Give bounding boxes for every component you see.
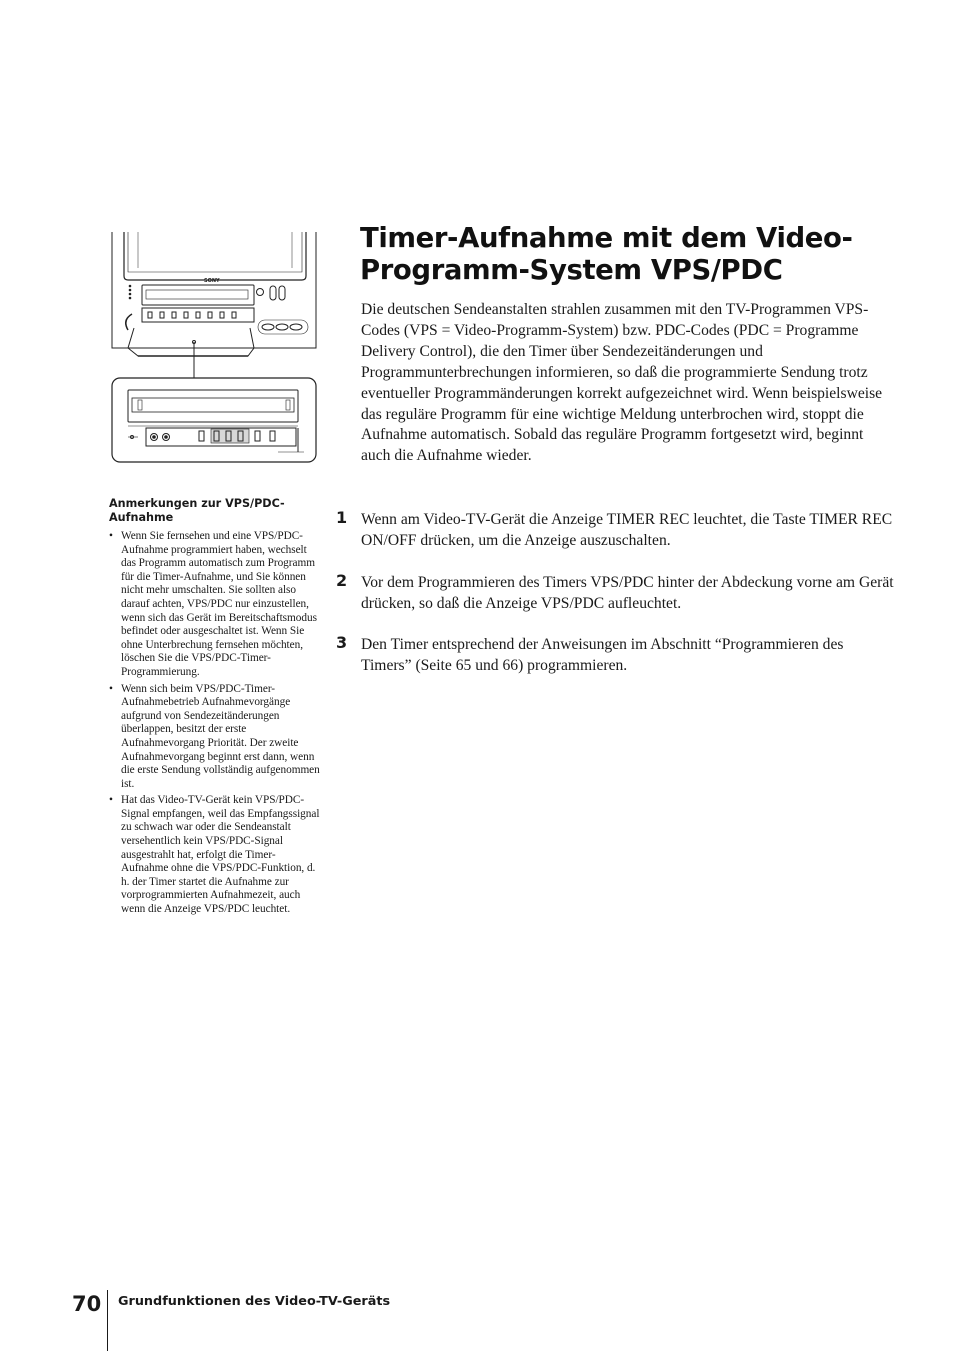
brand-logo: SONY — [204, 278, 220, 284]
page-number: 70 — [72, 1292, 102, 1316]
note-bullet: • — [109, 794, 113, 807]
section-title: Grundfunktionen des Video-TV-Geräts — [118, 1294, 391, 1309]
step-3 — [336, 635, 896, 677]
step-2 — [336, 573, 896, 615]
step-number: 1 — [336, 508, 348, 527]
note-bullet: • — [109, 682, 113, 695]
footer-divider — [107, 1290, 108, 1351]
note-text: Wenn Sie fernsehen und eine VPS/PDC-Aufnahme programmiert haben, wechselt das Programm automatisch zum Programm für die Timer-Aufnahme, und Sie können nicht mehr umschalten. Sie sollten also darauf achten, VPS/PDC nur einzustellen, wenn sich das Gerät im Bereitschaftsmodus befindet oder ausgeschaltet ist. Wenn Sie ohne Unterbrechung fernsehen möchten, löschen Sie die VPS/PDC-Timer-Programmierung. — [121, 530, 317, 678]
step-text: Den Timer entsprechend der Anweisungen im Abschnitt “Programmieren des Timers” (Seite 65 und 66) programmieren. — [361, 636, 844, 674]
notes-list — [109, 530, 321, 917]
note-text: Hat das Video-TV-Gerät kein VPS/PDC-Signal empfangen, weil das Empfangssignal zu schwach war oder die Sendeanstalt versehentlich kein VPS/PDC-Signal ausgestrahlt hat, erfolgt die Timer-Aufnahme ohne die VPS/PDC-Funktion, d. h. der Timer startet die Aufnahme zur vorprogrammierten Aufnahmezeit, auch wenn die Anzeige VPS/PDC leuchtet. — [121, 794, 320, 916]
note-item — [109, 794, 321, 916]
note-text: Wenn sich beim VPS/PDC-Timer-Aufnahmebetrieb Aufnahmevorgänge aufgrund von Sendezeitänderungen überlappen, besitzt der erste Aufnahmevorgang Priorität. Der zweite Aufnahmevorgang beginnt erst dann, wenn die erste Sendung vollständig aufgenommen ist. — [121, 682, 320, 790]
step-text: Vor dem Programmieren des Timers VPS/PDC hinter der Abdeckung vorne am Gerät drücken, so daß die Anzeige VPS/PDC aufleuchtet. — [361, 574, 894, 612]
note-item — [109, 530, 321, 680]
note-bullet: • — [109, 530, 113, 542]
step-text: Wenn am Video-TV-Gerät die Anzeige TIMER REC leuchtet, die Taste TIMER REC ON/OFF drücken, um die Anzeige auszuschalten. — [361, 511, 893, 549]
step-number: 2 — [336, 571, 348, 590]
notes-sidebar — [109, 497, 321, 920]
note-item — [109, 683, 321, 792]
device-illustration — [108, 230, 320, 466]
step-1 — [336, 510, 896, 552]
intro-paragraph: Die deutschen Sendeanstalten strahlen zusammen mit den TV-Programmen VPS-Codes (VPS = Video-Programm-System) bzw. PDC-Codes (PDC = Programme Delivery Control), die den Timer über Sendezeitänderungen und Programmunterbrechungen informieren, so daß die programmierte Sendung trotz eventueller Programmänderungen korrekt aufgezeichnet wird. Wenn beispielsweise das reguläre Programm für eine wichtige Meldung unterbrochen wird, stoppt die Aufnahme automatisch. Sobald das reguläre Programm fortgesetzt wird, beginnt auch die Aufnahme wieder. — [361, 301, 883, 465]
step-number: 3 — [336, 633, 348, 652]
notes-title: Anmerkungen zur VPS/PDC-Aufnahme — [109, 497, 285, 524]
page-title: Timer-Aufnahme mit dem Video-Programm-System VPS/PDC — [360, 222, 853, 286]
